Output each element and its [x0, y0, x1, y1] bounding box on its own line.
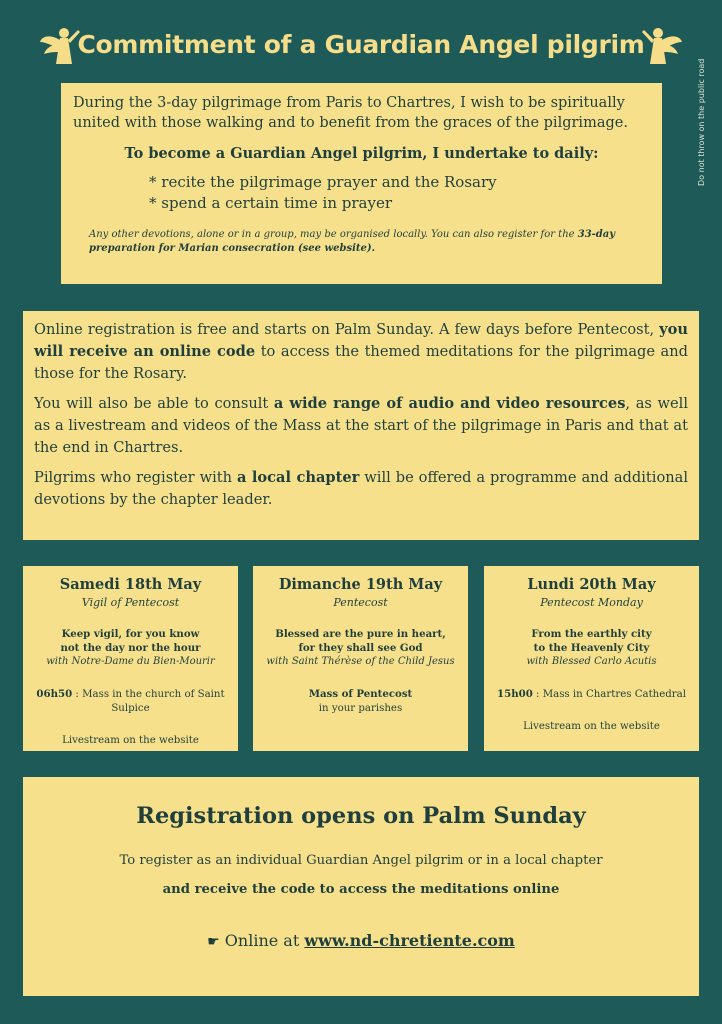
day-event: 15h00 : Mass in Chartres Cathedral — [497, 688, 686, 700]
day-livestream: Livestream on the website — [62, 735, 199, 746]
pointing-hand-icon: ☛ — [207, 934, 220, 950]
registration-line-2: and receive the code to access the meditations online — [162, 882, 560, 897]
commitment-list — [71, 172, 652, 214]
registration-info-panel — [23, 311, 699, 540]
info-paragraph-3: Pilgrims who register with a local chapter will be offered a programme and additional devotions by the chapter leader. — [34, 469, 688, 508]
day-title: Dimanche 19th May — [278, 576, 443, 593]
day-theme: From the earthly city to the Heavenly City — [531, 628, 652, 654]
registration-line-1: To register as an individual Guardian Angel pilgrim or in a local chapter — [119, 853, 603, 868]
angel-icon-right — [636, 24, 684, 72]
day-livestream: Livestream on the website — [523, 721, 660, 732]
commitment-intro: During the 3-day pilgrimage from Paris to Chartres, I wish to be spiritually united with those walking and to benefit from the graces of the pilgrimage. — [73, 95, 628, 131]
registration-panel — [23, 777, 699, 996]
day-patron: with Saint Thérèse of the Child Jesus — [266, 656, 455, 667]
info-paragraph-2: You will also be able to consult a wide range of audio and video resources, as well as a livestream and videos of the Mass at the start of the pilgrimage in Paris and that at the end in Chartres. — [34, 395, 688, 456]
day-theme: Keep vigil, for you know not the day nor the hour — [60, 628, 201, 654]
day-event: 06h50 : Mass in the church of Saint Sulpice — [36, 688, 225, 714]
page-title: Commitment of a Guardian Angel pilgrim — [77, 30, 645, 59]
day-subtitle: Pentecost Monday — [540, 596, 643, 609]
website-line: ☛ Online at www.nd-chretiente.com — [207, 931, 515, 950]
day-card-sunday — [253, 566, 468, 751]
info-paragraph-1: Online registration is free and starts on Palm Sunday. A few days before Pentecost, you will receive an online code to access the themed meditations for the pilgrimage and those for the Rosary. — [34, 321, 688, 382]
day-event: Mass of Pentecost in your parishes — [308, 688, 413, 714]
commitment-heading: To become a Guardian Angel pilgrim, I undertake to daily: — [124, 145, 599, 162]
day-theme: Blessed are the pure in heart, for they shall see God — [275, 628, 446, 654]
day-subtitle: Pentecost — [333, 596, 388, 609]
registration-title: Registration opens on Palm Sunday — [136, 803, 586, 829]
day-patron: with Notre-Dame du Bien-Mourir — [46, 656, 215, 667]
day-patron: with Blessed Carlo Acutis — [526, 656, 657, 667]
day-card-saturday — [23, 566, 238, 751]
day-card-monday — [484, 566, 699, 751]
commitment-item: * recite the pilgrimage prayer and the Rosary — [149, 173, 497, 191]
commitment-item: * spend a certain time in prayer — [149, 194, 392, 212]
commitment-panel — [61, 83, 662, 284]
day-subtitle: Vigil of Pentecost — [81, 596, 180, 609]
day-title: Samedi 18th May — [59, 576, 202, 593]
commitment-note: Any other devotions, alone or in a group, may be organised locally. You can also register for the 33-day preparation for Marian consecration (see website). — [89, 229, 616, 254]
day-title: Lundi 20th May — [527, 576, 656, 593]
website-link[interactable]: www.nd-chretiente.com — [304, 931, 515, 950]
litter-notice: Do not throw on the public road — [697, 58, 706, 186]
consecration-link-text: 33-day preparation for Marian consecration (see website). — [89, 229, 616, 254]
